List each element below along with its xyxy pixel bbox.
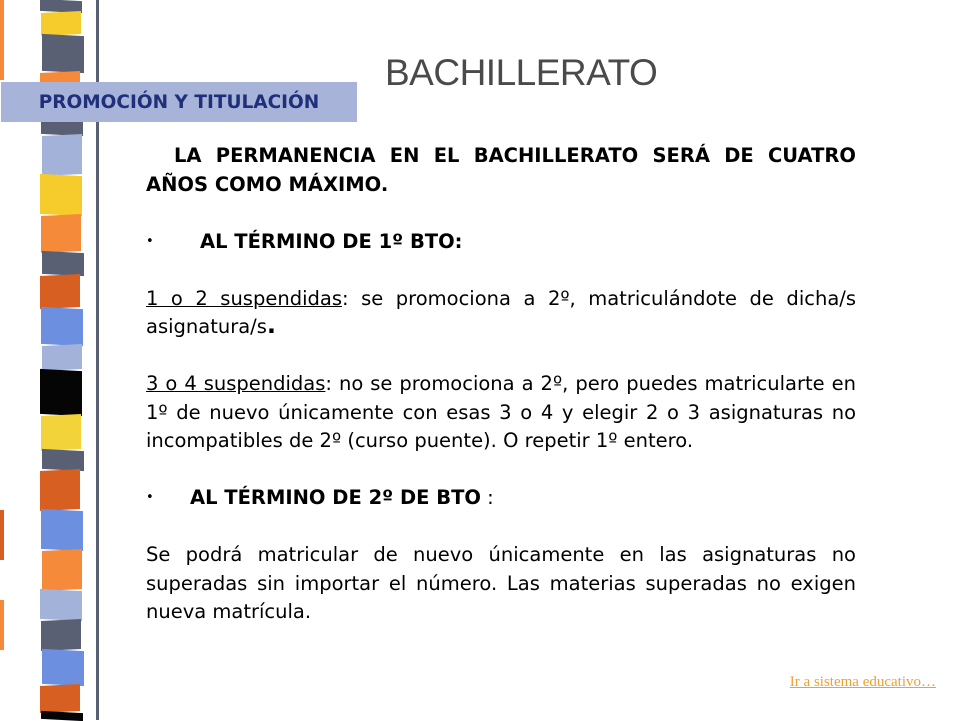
slide-body — [146, 142, 856, 627]
bullet-item-second-year: • AL TÉRMINO DE 2º DE BTO : — [146, 486, 494, 509]
stripe-segment — [41, 619, 81, 651]
stripe-accent — [0, 0, 4, 80]
stripe-segment — [40, 369, 82, 416]
paragraph-second-year: Se podrá matricular de nuevo únicamente en las asignaturas no superadas sin importar el número. Las materias superadas no exigen nueva matrícula. — [146, 543, 856, 623]
stripe-segment — [41, 711, 83, 721]
paragraph-three-four-failed — [146, 370, 856, 456]
bullet-label-second-year: AL TÉRMINO DE 2º DE BTO — [190, 486, 481, 509]
intro-paragraph: LA PERMANENCIA EN EL BACHILLERATO SERÁ DE CUATRO AÑOS COMO MÁXIMO. — [146, 144, 856, 196]
stripe-segment — [42, 449, 84, 471]
page-title: BACHILLERATO — [385, 52, 658, 93]
stripe-accent — [0, 510, 4, 560]
period-mark: . — [266, 311, 277, 339]
bullet-suffix: : — [480, 486, 494, 509]
paragraph-one-two-failed — [146, 285, 856, 342]
stripe-segment — [41, 509, 83, 551]
stripe-segment — [41, 414, 81, 451]
stripe-accent — [0, 600, 4, 650]
stripe-segment — [40, 274, 80, 309]
stripe-segment — [42, 649, 84, 686]
stripe-segment — [42, 34, 84, 73]
stripe-segment — [42, 549, 82, 591]
stripe-segment — [40, 469, 80, 511]
link-education-system[interactable]: Ir a sistema educativo… — [789, 674, 936, 690]
stripe-segment — [40, 589, 82, 621]
text-one-two-failed: : se promociona a 2º, matriculándote de dicha/s asignatura/s — [146, 286, 856, 338]
label-one-two-failed: 1 o 2 suspendidas — [146, 286, 342, 310]
stripe-segment — [41, 11, 81, 36]
stripe-segment — [40, 174, 82, 216]
label-three-four-failed: 3 o 4 suspendidas — [146, 372, 326, 395]
stripe-segment — [42, 134, 82, 176]
stripe-segment — [41, 307, 83, 346]
stripe-segment — [42, 251, 84, 276]
stripe-segment — [41, 214, 81, 253]
bullet-label-first-year: AL TÉRMINO DE 1º BTO: — [200, 229, 463, 253]
bullet-item-first-year: • AL TÉRMINO DE 1º BTO: — [146, 228, 856, 257]
section-badge: PROMOCIÓN Y TITULACIÓN — [1, 82, 357, 122]
stripe-segment — [40, 684, 80, 713]
text-three-four-failed: : no se promociona a 2º, pero puedes matricularte en 1º de nuevo únicamente con esas 3 o 4 y elegir 2 o 3 asignaturas no incompatibles de 2º (curso puente). O repetir 1º entero. — [146, 372, 856, 452]
stripe-segment — [42, 344, 82, 371]
